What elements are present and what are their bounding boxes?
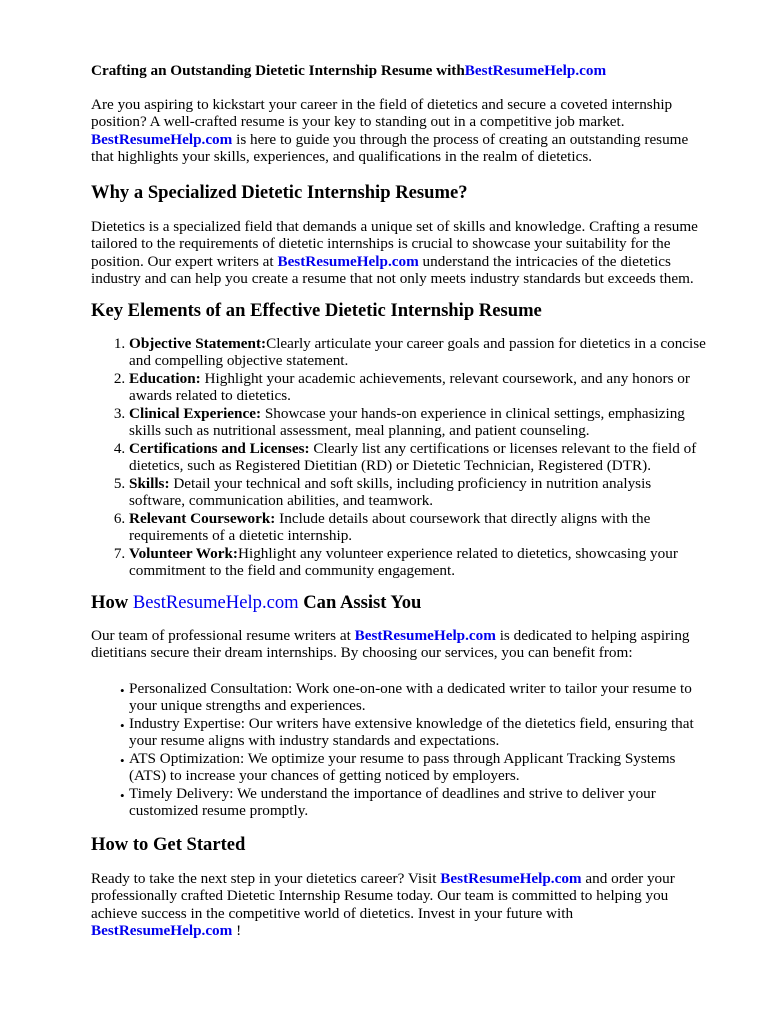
item-label: Education:: [129, 369, 201, 387]
why-heading: Why a Specialized Dietetic Internship Resume?: [91, 181, 468, 203]
assist-heading: [91, 592, 708, 614]
list-item: [129, 545, 708, 580]
assist-brand-link[interactable]: BestResumeHelp.com: [354, 626, 496, 644]
bullet-icon: •: [120, 752, 125, 768]
list-item: [129, 370, 708, 405]
list-item: [120, 714, 708, 750]
start-text-1: Ready to take the next step in your dietetics career? Visit: [91, 869, 441, 887]
get-started-paragraph: [91, 870, 708, 940]
document-title: [91, 62, 708, 80]
list-item: [120, 679, 708, 715]
bullet-icon: •: [120, 717, 125, 733]
why-brand-link[interactable]: BestResumeHelp.com: [277, 252, 419, 270]
item-label: Objective Statement:: [129, 334, 267, 352]
item-label: Clinical Experience:: [129, 404, 262, 422]
key-elements-list: [91, 335, 708, 580]
why-paragraph: [91, 218, 708, 288]
bullet-icon: •: [120, 787, 125, 803]
item-text: Clearly list any certifications or licenses relevant to the field of dietetics, such as Registered Dietitian (RD) or Dietetic Technician, Registered (DTR).: [129, 439, 697, 474]
start-text-2: and order your professionally crafted Dietetic Internship Resume today. Our team is committed to helping you achieve success in the competitive world of dietetics. Invest in your future with: [91, 869, 675, 922]
assist-text-1: Our team of professional resume writers at: [91, 626, 355, 644]
start-text-3: !: [232, 922, 242, 939]
item-text: Include details about coursework that directly aligns with the requirements of a dietetic internship.: [129, 509, 651, 544]
list-item: [129, 510, 708, 545]
item-label: Relevant Coursework:: [129, 509, 276, 527]
list-item: [129, 440, 708, 475]
assist-text-2: is dedicated to helping aspiring dietitians secure their dream internships. By choosing our services, you can benefit from:: [91, 626, 690, 661]
assist-paragraph: [91, 627, 708, 662]
bullet-text: Timely Delivery: We understand the importance of deadlines and strive to deliver your customized resume promptly.: [129, 784, 656, 819]
key-elements-heading: Key Elements of an Effective Dietetic Internship Resume: [91, 299, 542, 321]
item-label: Skills:: [129, 474, 170, 492]
intro-paragraph: [91, 96, 708, 166]
list-item: [120, 784, 708, 820]
title-brand-link[interactable]: BestResumeHelp.com: [464, 62, 607, 79]
item-label: Certifications and Licenses:: [129, 439, 310, 457]
start-brand-link[interactable]: BestResumeHelp.com: [440, 869, 582, 887]
why-text-1: Dietetics is a specialized field that demands a unique set of skills and knowledge. Crafting a resume tailored to the requirements of dietetic internships is crucial to showcase your suitability for the position. Our expert writers at: [91, 217, 698, 270]
assist-heading-post: Can Assist You: [298, 591, 422, 613]
intro-brand-link[interactable]: BestResumeHelp.com: [91, 130, 233, 148]
list-item: [120, 749, 708, 785]
item-label: Volunteer Work:: [129, 544, 238, 562]
bullet-text: Industry Expertise: Our writers have extensive knowledge of the dietetics field, ensuring that your resume aligns with industry standards and expectations.: [129, 714, 694, 749]
item-text: Detail your technical and soft skills, including proficiency in nutrition analysis software, communication abilities, and teamwork.: [129, 474, 652, 509]
list-item: [129, 475, 708, 510]
bullet-text: ATS Optimization: We optimize your resume to pass through Applicant Tracking Systems (ATS) to increase your chances of getting noticed by employers.: [129, 749, 676, 784]
item-text: Highlight your academic achievements, relevant coursework, and any honors or awards related to dietetics.: [129, 369, 690, 404]
benefits-list: [91, 680, 708, 820]
intro-text-2: is here to guide you through the process of creating an outstanding resume that highlights your skills, experiences, and qualifications in the realm of dietetics.: [91, 130, 689, 165]
title-text: Crafting an Outstanding Dietetic Internship Resume with: [91, 62, 465, 79]
item-text: Showcase your hands-on experience in clinical settings, emphasizing skills such as nutritional assessment, meal planning, and patient counseling.: [129, 404, 685, 439]
assist-heading-brand-link[interactable]: BestResumeHelp.com: [132, 591, 299, 613]
intro-text-1: Are you aspiring to kickstart your career in the field of dietetics and secure a coveted internship position? A well-crafted resume is your key to standing out in a competitive job market.: [91, 95, 673, 130]
start-brand-link-2[interactable]: BestResumeHelp.com: [91, 922, 233, 939]
list-item: [129, 335, 708, 370]
assist-heading-pre: How: [91, 591, 133, 613]
list-item: [129, 405, 708, 440]
bullet-icon: •: [120, 682, 125, 698]
bullet-text: Personalized Consultation: Work one-on-one with a dedicated writer to tailor your resume to your unique strengths and experiences.: [129, 679, 692, 714]
item-text: Clearly articulate your career goals and passion for dietetics in a concise and compelling objective statement.: [129, 334, 706, 369]
get-started-heading: How to Get Started: [91, 833, 246, 855]
item-text: Highlight any volunteer experience related to dietetics, showcasing your commitment to the field and community engagement.: [129, 544, 678, 579]
why-text-2: understand the intricacies of the dietetics industry and can help you create a resume that not only meets industry standards but exceeds them.: [91, 252, 694, 287]
